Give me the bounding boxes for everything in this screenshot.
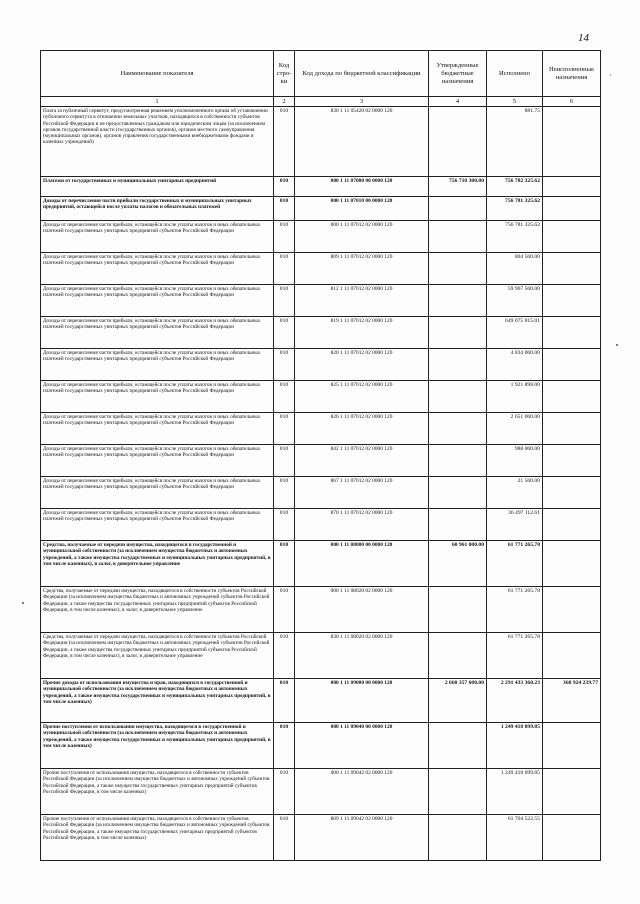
col-number: 3: [295, 97, 429, 107]
line-code: 010: [274, 815, 295, 861]
indicator-name: Доходы от перечисления части прибыли, остающейся после уплаты налогов и иных обязательных платежей государственных унитарных предприятий субъектов Российской Федерации: [41, 381, 274, 413]
executed-amount: 61 771 265.78: [487, 633, 543, 679]
income-classification-code: 000 1 11 08020 02 0000 120: [295, 587, 429, 633]
unexecuted-amount: [543, 381, 601, 413]
income-classification-code: 819 1 11 07012 02 0000 120: [295, 317, 429, 349]
income-classification-code: 870 1 11 07012 02 0000 120: [295, 509, 429, 541]
unexecuted-amount: [543, 177, 601, 197]
executed-amount: 61 704 522.55: [487, 815, 543, 861]
line-code: 010: [274, 633, 295, 679]
approved-amount: [429, 349, 487, 381]
income-classification-code: 825 1 11 07012 02 0000 120: [295, 381, 429, 413]
table-row: [41, 197, 601, 221]
indicator-name: Доходы от перечисления части прибыли, остающейся после уплаты налогов и иных обязательных платежей государственных унитарных предприятий субъектов Российской Федерации: [41, 349, 274, 381]
col-number: 4: [429, 97, 487, 107]
table-row: [41, 177, 601, 197]
indicator-name: Доходы от перечисления части прибыли, остающейся после уплаты налогов и иных обязательных платежей государственных унитарных предприятий субъектов Российской Федерации: [41, 477, 274, 509]
income-classification-code: 000 1 11 09042 02 0000 120: [295, 769, 429, 815]
unexecuted-amount: [543, 197, 601, 221]
col-number: 2: [274, 97, 295, 107]
approved-amount: [429, 445, 487, 477]
indicator-name: Плата за публичный сервитут, предусмотренная решением уполномоченного органа об установлении публичного сервитута в отношении земельных участков, находящихся в собственности субъектов Российской Федерации и не предоставленных гражданам или юридическим лицам (за исключением органов государственной власти (государственных органов), органов местного самоуправления (муниципальных органов), органов управления государственными внебюджетными фондами и казенных учреждений): [41, 107, 274, 177]
unexecuted-amount: [543, 317, 601, 349]
executed-amount: 881.75: [487, 107, 543, 177]
line-code: 010: [274, 107, 295, 177]
income-classification-code: 826 1 11 07012 02 0000 120: [295, 413, 429, 445]
indicator-name: Доходы от перечисления части прибыли, остающейся после уплаты налогов и иных обязательных платежей государственных унитарных предприятий субъектов Российской Федерации: [41, 509, 274, 541]
line-code: 010: [274, 381, 295, 413]
executed-amount: 1 921 898.00: [487, 381, 543, 413]
executed-amount: 61 771 265.78: [487, 587, 543, 633]
executed-amount: 2 651 000.00: [487, 413, 543, 445]
col-header-executed: Исполнено: [487, 51, 543, 97]
indicator-name: Доходы от перечисления части прибыли, остающейся после уплаты налогов и иных обязательных платежей государственных унитарных предприятий субъектов Российской Федерации: [41, 221, 274, 253]
executed-amount: 804 500.00: [487, 253, 543, 285]
approved-amount: [429, 197, 487, 221]
unexecuted-amount: [543, 541, 601, 587]
indicator-name: Доходы от перечисления части прибыли государственных и муниципальных унитарных предприятий, остающейся после уплаты налогов и обязательных платежей: [41, 197, 274, 221]
income-classification-code: 000 1 11 07010 00 0000 120: [295, 197, 429, 221]
line-code: 010: [274, 413, 295, 445]
line-code: 010: [274, 177, 295, 197]
income-classification-code: 809 1 11 07012 02 0000 120: [295, 253, 429, 285]
income-classification-code: 809 1 11 09042 02 0000 120: [295, 815, 429, 861]
line-code: 010: [274, 285, 295, 317]
unexecuted-amount: [543, 633, 601, 679]
table-row: [41, 509, 601, 541]
income-report-table: [40, 50, 601, 861]
executed-amount: 649 075 815.01: [487, 317, 543, 349]
approved-amount: [429, 413, 487, 445]
page-number: 14: [578, 32, 589, 44]
unexecuted-amount: [543, 587, 601, 633]
table-row: [41, 477, 601, 509]
income-classification-code: 000 1 11 09040 00 0000 120: [295, 723, 429, 769]
indicator-name: Прочие поступления от использования имущества, находящегося в государственной и муниципальной собственности (за исключением имущества бюджетных и автономных учреждений, а также имущества государственных и муниципальных унитарных предприятий, в том числе казенных): [41, 723, 274, 769]
col-header-approved: Утвержденные бюджетные назначения: [429, 51, 487, 97]
indicator-name: Средства, получаемые от передачи имущества, находящегося в собственности субъектов Российской Федерации (за исключением имущества бюджетных и автономных учреждений субъектов Российской Федерации, а также имущества государственных унитарных предприятий субъектов Российской Федерации, в том числе казенных), в залог, в доверительное управление: [41, 587, 274, 633]
table-row: [41, 769, 601, 815]
unexecuted-amount: [543, 723, 601, 769]
executed-amount: 21 500.00: [487, 477, 543, 509]
col-number: 5: [487, 97, 543, 107]
income-classification-code: 830 1 11 05420 02 0000 120: [295, 107, 429, 177]
line-code: 010: [274, 723, 295, 769]
line-code: 010: [274, 221, 295, 253]
income-classification-code: 000 1 11 09000 00 0000 120: [295, 679, 429, 723]
line-code: 010: [274, 477, 295, 509]
executed-amount: 988 000.00: [487, 445, 543, 477]
executed-amount: 61 771 265.78: [487, 541, 543, 587]
unexecuted-amount: [543, 413, 601, 445]
table-row: [41, 541, 601, 587]
indicator-name: Прочие доходы от использования имущества и прав, находящихся в государственной и муниципальной собственности (за исключением имущества бюджетных и автономных учреждений, а также имущества государственных и муниципальных унитарных предприятий, в том числе казенных): [41, 679, 274, 723]
table-row: [41, 413, 601, 445]
col-number: 1: [41, 97, 274, 107]
table-row: [41, 723, 601, 769]
col-header-line: Код стро-ки: [274, 51, 295, 97]
table-row: [41, 285, 601, 317]
unexecuted-amount: [543, 253, 601, 285]
table-row: [41, 107, 601, 177]
col-header-name: Наименование показателя: [41, 51, 274, 97]
table-row: [41, 587, 601, 633]
scan-speck: [22, 602, 24, 604]
table-row: [41, 253, 601, 285]
column-number-row: [41, 97, 601, 107]
approved-amount: 2 660 357 600.00: [429, 679, 487, 723]
income-classification-code: 830 1 11 08020 02 0000 120: [295, 633, 429, 679]
table-row: [41, 445, 601, 477]
approved-amount: 60 961 000.00: [429, 541, 487, 587]
income-classification-code: 000 1 11 07012 02 0000 120: [295, 221, 429, 253]
line-code: 010: [274, 679, 295, 723]
approved-amount: [429, 381, 487, 413]
table-row: [41, 679, 601, 723]
executed-amount: 4 834 000.00: [487, 349, 543, 381]
indicator-name: Средства, получаемые от передачи имущества, находящегося в собственности субъектов Российской Федерации (за исключением имущества бюджетных и автономных учреждений субъектов Российской Федерации, а также имущества государственных унитарных предприятий субъектов Российской Федерации, в том числе казенных), в залог, в доверительное управление: [41, 633, 274, 679]
unexecuted-amount: [543, 769, 601, 815]
indicator-name: Доходы от перечисления части прибыли, остающейся после уплаты налогов и иных обязательных платежей государственных унитарных предприятий субъектов Российской Федерации: [41, 445, 274, 477]
unexecuted-amount: [543, 815, 601, 861]
table-row: [41, 317, 601, 349]
indicator-name: Прочие поступления от использования имущества, находящегося в собственности субъектов Российской Федерации (за исключением имущества бюджетных и автономных учреждений субъектов Российской Федерации, а также имущества государственных унитарных предприятий субъектов Российской Федерации, в том числе казенных): [41, 769, 274, 815]
approved-amount: [429, 253, 487, 285]
executed-amount: 756 781 325.62: [487, 197, 543, 221]
line-code: 010: [274, 769, 295, 815]
header-row: [41, 51, 601, 97]
approved-amount: [429, 221, 487, 253]
indicator-name: Прочие поступления от использования имущества, находящегося в собственности субъектов Российской Федерации (за исключением имущества бюджетных и автономных учреждений субъектов Российской Федерации, а также имущества государственных унитарных предприятий субъектов Российской Федерации, в том числе казенных): [41, 815, 274, 861]
indicator-name: Доходы от перечисления части прибыли, остающейся после уплаты налогов и иных обязательных платежей государственных унитарных предприятий субъектов Российской Федерации: [41, 253, 274, 285]
margin-mark: ·: [609, 70, 612, 80]
unexecuted-amount: [543, 221, 601, 253]
line-code: 010: [274, 197, 295, 221]
income-classification-code: 842 1 11 07012 02 0000 120: [295, 445, 429, 477]
unexecuted-amount: 368 924 239.77: [543, 679, 601, 723]
approved-amount: [429, 633, 487, 679]
report-body: [41, 107, 601, 861]
unexecuted-amount: [543, 509, 601, 541]
line-code: 010: [274, 541, 295, 587]
scan-speck: [616, 344, 618, 346]
approved-amount: [429, 477, 487, 509]
indicator-name: Доходы от перечисления части прибыли, остающейся после уплаты налогов и иных обязательных платежей государственных унитарных предприятий субъектов Российской Федерации: [41, 285, 274, 317]
unexecuted-amount: [543, 477, 601, 509]
approved-amount: [429, 285, 487, 317]
approved-amount: 756 710 300.00: [429, 177, 487, 197]
executed-amount: 756 782 325.62: [487, 177, 543, 197]
approved-amount: [429, 815, 487, 861]
indicator-name: Платежи от государственных и муниципальных унитарных предприятий: [41, 177, 274, 197]
col-number: 6: [543, 97, 601, 107]
line-code: 010: [274, 253, 295, 285]
executed-amount: 1 249 418 099.85: [487, 769, 543, 815]
table-row: [41, 815, 601, 861]
executed-amount: 2 291 433 360.23: [487, 679, 543, 723]
indicator-name: Доходы от перечисления части прибыли, остающейся после уплаты налогов и иных обязательных платежей государственных унитарных предприятий субъектов Российской Федерации: [41, 317, 274, 349]
approved-amount: [429, 587, 487, 633]
table-row: [41, 349, 601, 381]
col-header-code: Код дохода по бюджетной классификации: [295, 51, 429, 97]
executed-amount: 1 249 418 099.85: [487, 723, 543, 769]
income-classification-code: 820 1 11 07012 02 0000 120: [295, 349, 429, 381]
approved-amount: [429, 723, 487, 769]
approved-amount: [429, 509, 487, 541]
unexecuted-amount: [543, 107, 601, 177]
executed-amount: 59 967 500.00: [487, 285, 543, 317]
table-row: [41, 381, 601, 413]
approved-amount: [429, 107, 487, 177]
line-code: 010: [274, 587, 295, 633]
unexecuted-amount: [543, 285, 601, 317]
line-code: 010: [274, 349, 295, 381]
unexecuted-amount: [543, 349, 601, 381]
executed-amount: 36 497 112.61: [487, 509, 543, 541]
line-code: 010: [274, 317, 295, 349]
table-row: [41, 633, 601, 679]
indicator-name: Доходы от перечисления части прибыли, остающейся после уплаты налогов и иных обязательных платежей государственных унитарных предприятий субъектов Российской Федерации: [41, 413, 274, 445]
unexecuted-amount: [543, 445, 601, 477]
income-classification-code: 000 1 11 08000 00 0000 120: [295, 541, 429, 587]
income-classification-code: 867 1 11 07012 02 0000 120: [295, 477, 429, 509]
line-code: 010: [274, 509, 295, 541]
income-classification-code: 000 1 11 07000 00 0000 120: [295, 177, 429, 197]
approved-amount: [429, 317, 487, 349]
income-classification-code: 812 1 11 07012 02 0000 120: [295, 285, 429, 317]
indicator-name: Средства, получаемые от передачи имущества, находящегося в государственной и муниципальной собственности (за исключением имущества бюджетных и автономных учреждений, а также имущества государственных и муниципальных унитарных предприятий, в том числе казенных), в залог, в доверительное управление: [41, 541, 274, 587]
executed-amount: 756 781 325.62: [487, 221, 543, 253]
approved-amount: [429, 769, 487, 815]
col-header-unexecuted: Неисполненные назначения: [543, 51, 601, 97]
line-code: 010: [274, 445, 295, 477]
table-row: [41, 221, 601, 253]
